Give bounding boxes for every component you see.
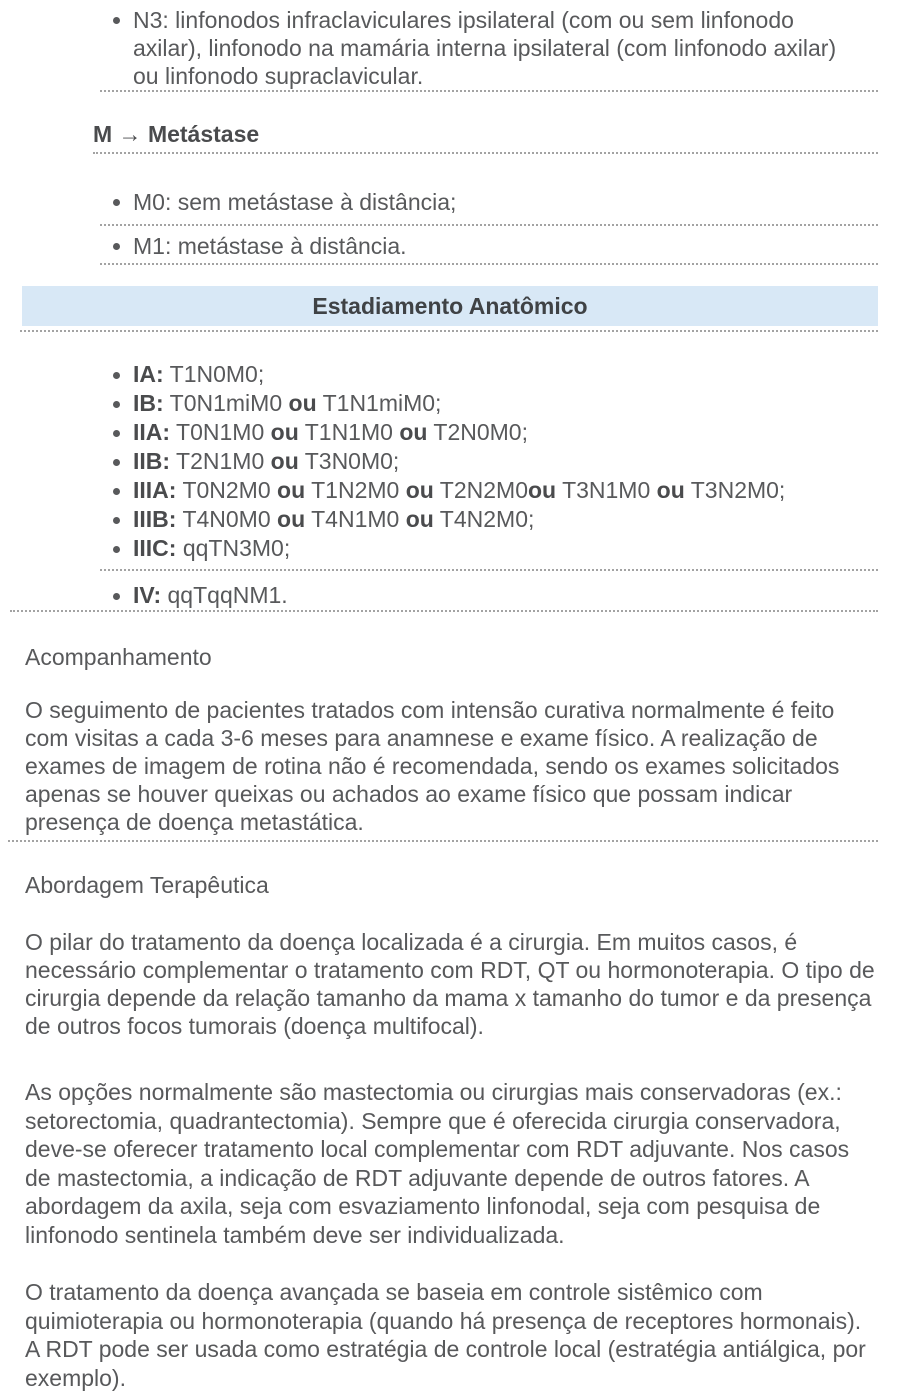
staging-item-text: IV: qqTqqNM1. [133,582,288,608]
bullet-icon [100,581,133,610]
m-list [0,188,910,265]
staging-list-item [100,534,878,571]
bullet-icon [100,447,133,476]
bullet-icon [100,505,133,534]
acompanhamento-paragraph: O seguimento de pacientes tratados com intensão curativa normalmente é feito com visitas a cada 3-6 meses para anamnese e exame físico. A realização de exames de imagem de rotina não é recomendada, sendo os exames solicitados apenas se houver queixas ou achados ao exame físico que possam indicar presença de doença metastática. [8,696,878,842]
list-item [100,188,878,226]
staging-item-label: IB: [133,390,164,416]
abordagem-paragraph-3: O tratamento da doença avançada se baseia em controle sistêmico com quimioterapia ou hormonoterapia (quando há presença de receptores hormonais). A RDT pode ser usada como estratégia de controle local (estratégia antiálgica, por exemplo). [25,1279,866,1391]
staging-header-title: Estadiamento Anatômico [22,286,878,326]
list-item-text: M1: metástase à distância. [133,233,407,259]
bullet-icon [100,188,133,216]
bullet-icon [100,360,133,389]
staging-item-label: IIIC: [133,535,177,561]
staging-list-item [100,447,878,476]
abordagem-paragraph-1: O pilar do tratamento da doença localizada é a cirurgia. Em muitos casos, é necessário complementar o tratamento com RDT, QT ou hormonoterapia. O tipo de cirurgia depende da relação tamanho da mama x tamanho do tumor e da presença de outros focos tumorais (doença multifocal). [25,929,875,1039]
bullet-icon [100,6,133,90]
abordagem-paragraph-2: As opções normalmente são mastectomia ou cirurgias mais conservadoras (ex.: setorectomia, quadrantectomia). Sempre que é oferecida cirurgia conservadora, deve-se oferecer tratamento local complementar com RDT adjuvante. Nos casos de mastectomia, a indicação de RDT adjuvante depende de outros fatores. A abordagem da axila, seja com esvaziamento linfonodal, seja com pesquisa de linfonodo sentinela também deve ser individualizada. [25,1079,850,1248]
staging-list-item [100,389,878,418]
staging-item-label: IIB: [133,448,171,474]
list-item-n3 [100,6,878,92]
staging-list-item [100,418,878,447]
bullet-icon [100,476,133,505]
staging-item-label: IIA: [133,419,171,445]
staging-item-text: IA: T1N0M0; [133,361,265,387]
staging-list [10,360,878,612]
staging-list-item [100,581,878,610]
staging-item-text: IIIB: T4N0M0 ou T4N1M0 ou T4N2M0; [133,506,535,532]
staging-item-label: IA: [133,361,164,387]
staging-item-text: IIB: T2N1M0 ou T3N0M0; [133,448,400,474]
staging-item-text: IIA: T0N1M0 ou T1N1M0 ou T2N0M0; [133,419,528,445]
staging-item-label: IIIB: [133,506,177,532]
staging-list-item [100,360,878,389]
staging-item-label: IV: [133,582,162,608]
list-item-text: N3: linfonodos infraclaviculares ipsilateral (com ou sem linfonodo axilar), linfonodo na mamária interna ipsilateral (com linfonodo axilar) ou linfonodo supraclavicular. [133,7,837,89]
staging-list-item [100,476,878,505]
bullet-icon [100,232,133,260]
abordagem-title: Abordagem Terapêutica [25,872,269,898]
bullet-icon [100,418,133,447]
staging-item-text: IIIA: T0N2M0 ou T1N2M0 ou T2N2M0ou T3N1M0 ou T3N2M0; [133,477,786,503]
staging-header-row [20,286,878,332]
staging-item-text: IB: T0N1miM0 ou T1N1miM0; [133,390,442,416]
m-section-heading: M → Metástase [93,122,878,154]
acompanhamento-title: Acompanhamento [25,644,212,670]
staging-item-text: IIIC: qqTN3M0; [133,535,291,561]
list-item [100,232,878,265]
staging-item-label: IIIA: [133,477,177,503]
bullet-icon [100,534,133,563]
bullet-icon [100,389,133,418]
list-item-text: M0: sem metástase à distância; [133,189,457,215]
staging-list-item [100,505,878,534]
